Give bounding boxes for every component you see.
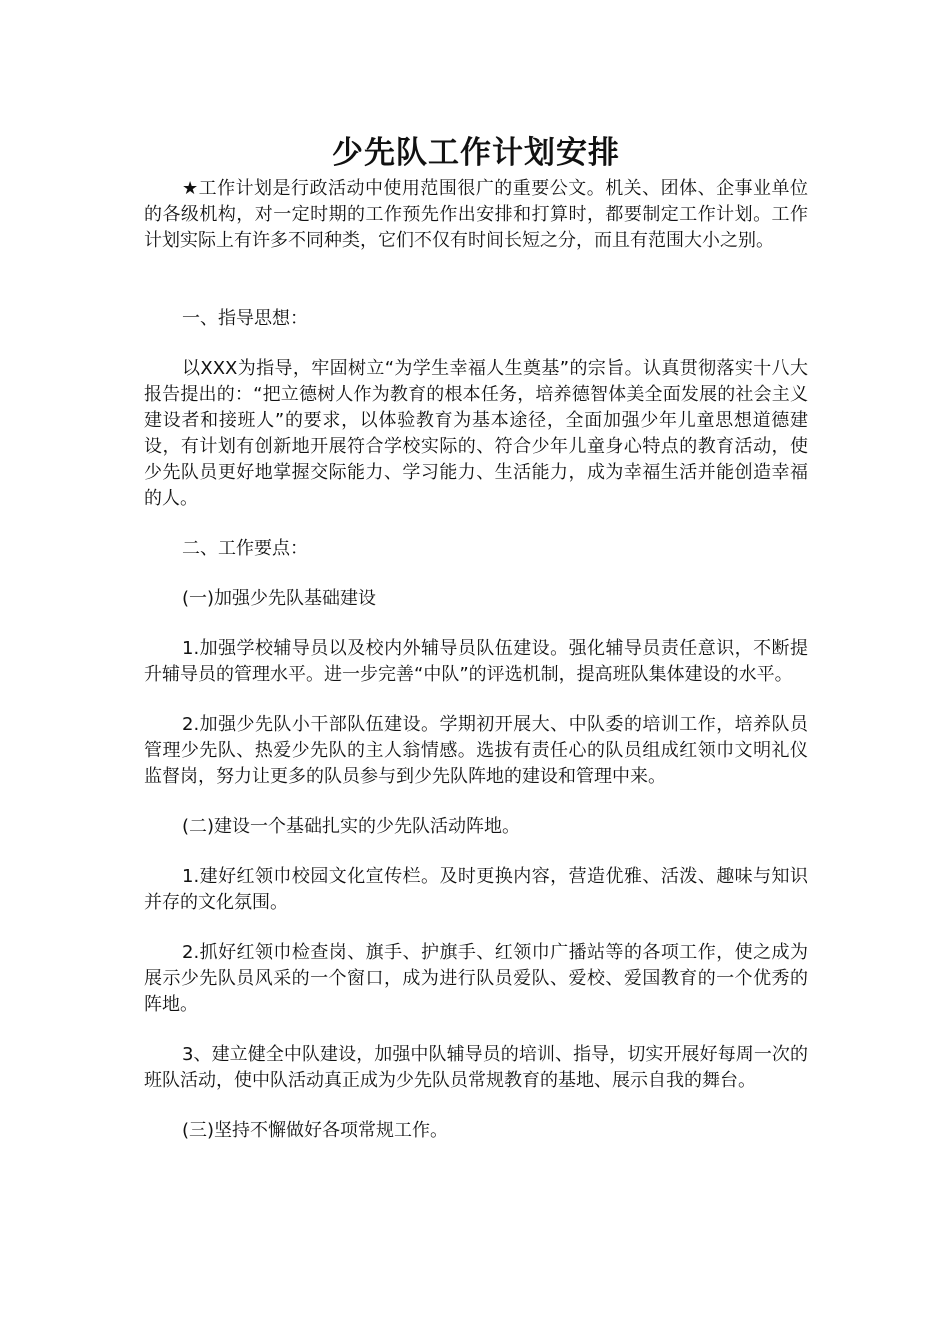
paragraph-squad-building: 3、建立健全中队建设，加强中队辅导员的培训、指导，切实开展好每周一次的班队活动，使中队活动真正成为少先队员常规教育的基地、展示自我的舞台。 (144, 1044, 808, 1091)
paragraph-guiding-thought: 以XXX为指导，牢固树立“为学生幸福人生奠基”的宗旨。认真贯彻落实十八大报告提出的：“把立德树人作为教育的根本任务，培养德智体美全面发展的社会主义建设者和接班人”的要求，以体验教育为基本途径，全面加强少年儿童思想道德建设，有计划有创新地开展符合学校实际的、符合少年儿童身心特点的教育活动，使少先队员更好地掌握交际能力、学习能力、生活能力，成为幸福生活并能创造幸福的人。 (144, 358, 808, 509)
subheading-activity-base: (二)建设一个基础扎实的少先队活动阵地。 (182, 816, 521, 837)
paragraph-cadre-team: 2.加强少先队小干部队伍建设。学期初开展大、中队委的培训工作，培养队员管理少先队、热爱少先队的主人翁情感。选拔有责任心的队员组成红领巾文明礼仪监督岗，努力让更多的队员参与到少先队阵地的建设和管理中来。 (144, 714, 808, 787)
section-heading-work-points: 二、工作要点： (182, 538, 308, 559)
subheading-foundation: (一)加强少先队基础建设 (182, 588, 377, 609)
paragraph-counselor-team: 1.加强学校辅导员以及校内外辅导员队伍建设。强化辅导员责任意识，不断提升辅导员的管理水平。进一步完善“中队”的评选机制，提高班队集体建设的水平。 (144, 638, 808, 685)
paragraph-bulletin-board: 1.建好红领巾校园文化宣传栏。及时更换内容，营造优雅、活泼、趣味与知识并存的文化氛围。 (144, 866, 808, 913)
intro-paragraph: ★工作计划是行政活动中使用范围很广的重要公文。机关、团体、企事业单位的各级机构，对一定时期的工作预先作出安排和打算时，都要制定工作计划。工作计划实际上有许多不同种类，它们不仅有时间长短之分，而且有范围大小之别。 (144, 178, 808, 251)
paragraph-inspection-posts: 2.抓好红领巾检查岗、旗手、护旗手、红领巾广播站等的各项工作，使之成为展示少先队员风采的一个窗口，成为进行队员爱队、爱校、爱国教育的一个优秀的阵地。 (144, 942, 808, 1015)
document-page (144, 130, 808, 1144)
document-title: 少先队工作计划安排 (332, 135, 620, 171)
subheading-routine-work: (三)坚持不懈做好各项常规工作。 (182, 1120, 449, 1141)
section-heading-guiding-thought: 一、指导思想： (182, 308, 308, 329)
